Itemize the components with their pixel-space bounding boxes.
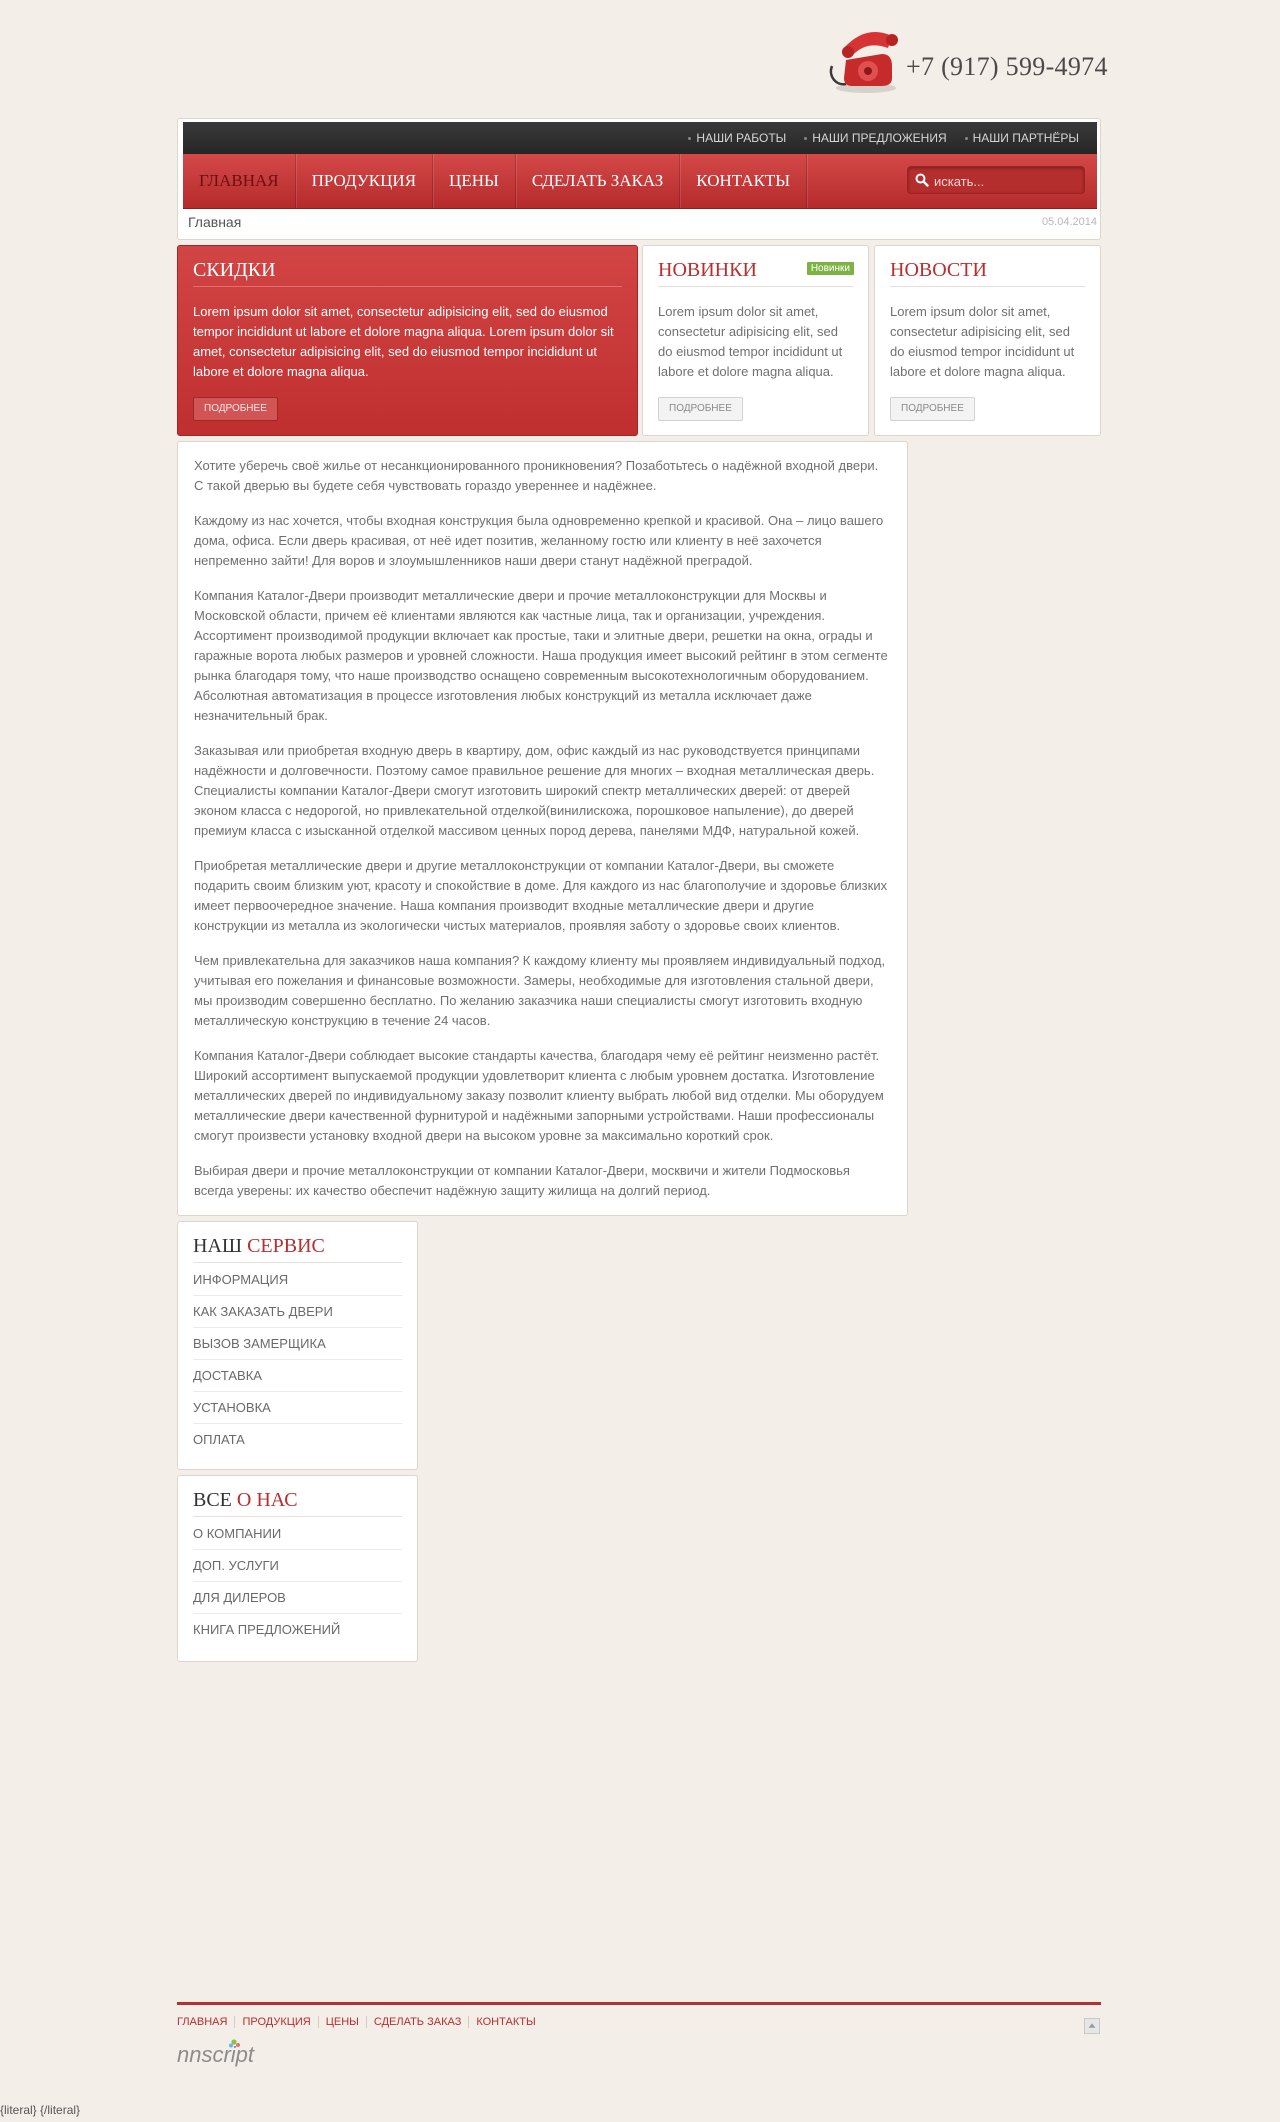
about-menu — [193, 1518, 402, 1645]
block-title — [193, 1489, 298, 1512]
about-item-company[interactable]: О КОМПАНИИ — [193, 1518, 402, 1550]
block-title-plain: ВСЕ — [193, 1489, 232, 1511]
main-article — [177, 441, 908, 1216]
article-paragraph: Выбирая двери и прочие металлоконструкции от компании Каталог-Двери, москвичи и жители Подмосковья всегда уверены: их качество обеспечит надёжную защиту жилища на долгий период. — [194, 1163, 850, 1198]
article-paragraph: Компания Каталог-Двери соблюдает высокие стандарты качества, благодаря чему её рейтинг неизменно растёт. Широкий ассортимент выпускаемой продукции удовлетворит клиента с любым уровнем достатка. Изготовление металлических дверей по индивидуальному заказу позволит клиенту выбрать любой вид отделки. Мы оборудуем металлические двери качественной фурнитурой и надёжными запорными устройствами. Наши профессионалы смогут произвести установку входной двери на высоком уровне за максимально короткий срок. — [194, 1048, 884, 1143]
about-item-services[interactable]: ДОП. УСЛУГИ — [193, 1550, 402, 1582]
news-box — [874, 245, 1101, 436]
block-divider — [193, 1516, 402, 1517]
service-item-measurer[interactable]: ВЫЗОВ ЗАМЕРЩИКА — [193, 1328, 402, 1360]
new-badge: Новинки — [807, 262, 854, 275]
current-date: 05.04.2014 — [1041, 216, 1097, 228]
nav-item-home[interactable]: ГЛАВНАЯ — [183, 154, 296, 208]
box-text: Lorem ipsum dolor sit amet, consectetur adipisicing elit, sed do eiusmod tempor incididunt ut labore et dolore magna aliqua. Lorem ipsum dolor sit amet, consectetur adipisicing elit, sed do eiusmod tempor incididunt ut labore et dolore magna aliqua. — [193, 304, 614, 379]
nav-menu — [183, 154, 807, 208]
search-icon[interactable] — [915, 173, 929, 187]
block-title — [193, 1235, 325, 1258]
nav-item-prices[interactable]: ЦЕНЫ — [433, 154, 516, 208]
box-divider — [658, 286, 853, 287]
phone-number: +7 (917) 599-4974 — [906, 52, 1108, 81]
article-paragraph: Приобретая металлические двери и другие металлоконструкции от компании Каталог-Двери, вы сможете подарить своим близким уют, красоту и спокойствие в доме. Для каждого из нас благополучие и здоровье близких имеет первоочередное значение. Наша компания производит входные металлические двери и другие конструкции из металла из экологически чистых материалов, проявляя заботу о здоровье своих клиентов. — [194, 858, 888, 933]
new-items-more-button[interactable]: ПОДРОБНЕЕ — [658, 397, 743, 421]
search-box — [907, 166, 1085, 194]
footer-link-order[interactable]: СДЕЛАТЬ ЗАКАЗ — [366, 2016, 468, 2028]
box-text: Lorem ipsum dolor sit amet, consectetur adipisicing elit, sed do eiusmod tempor incididunt ut labore et dolore magna aliqua. — [658, 304, 843, 379]
news-more-button[interactable]: ПОДРОБНЕЕ — [890, 397, 975, 421]
search-input[interactable] — [932, 167, 1084, 195]
box-title: НОВИНКИ — [658, 259, 757, 281]
service-menu — [193, 1264, 402, 1455]
service-block — [177, 1221, 418, 1470]
main-nav — [183, 154, 1097, 209]
article-body — [194, 456, 891, 1216]
footer-nav — [177, 2016, 543, 2028]
top-bar — [183, 122, 1097, 154]
block-title-accent: СЕРВИС — [247, 1235, 325, 1257]
about-item-suggestions[interactable]: КНИГА ПРЕДЛОЖЕНИЙ — [193, 1622, 341, 1637]
footer-link-prices[interactable]: ЦЕНЫ — [318, 2016, 366, 2028]
about-block — [177, 1475, 418, 1662]
box-divider — [193, 286, 622, 287]
box-divider — [890, 286, 1085, 287]
service-item-delivery[interactable]: ДОСТАВКА — [193, 1360, 402, 1392]
block-title-plain: НАШ — [193, 1235, 243, 1257]
footer-link-contacts[interactable]: КОНТАКТЫ — [468, 2016, 542, 2028]
article-paragraph: Хотите уберечь своё жилье от несанкционированного проникновения? Позаботьтесь о надёжной входной двери. С такой дверью вы будете себя чувствовать гораздо увереннее и надёжнее. — [194, 458, 879, 493]
block-title-accent: О НАС — [236, 1489, 298, 1511]
nav-item-contacts[interactable]: КОНТАКТЫ — [680, 154, 807, 208]
service-item-info[interactable]: ИНФОРМАЦИЯ — [193, 1264, 402, 1296]
nnscript-logo[interactable] — [177, 2038, 263, 2070]
box-title: НОВОСТИ — [890, 259, 987, 281]
top-link-works[interactable]: НАШИ РАБОТЫ — [690, 131, 786, 145]
nav-item-order[interactable]: СДЕЛАТЬ ЗАКАЗ — [516, 154, 680, 208]
footer-link-home[interactable]: ГЛАВНАЯ — [177, 2016, 228, 2028]
discounts-box — [177, 245, 638, 436]
telephone-icon — [826, 26, 904, 96]
block-divider — [193, 1262, 402, 1263]
footer-divider — [177, 2002, 1101, 2005]
new-items-box — [642, 245, 869, 436]
top-link-partners[interactable]: НАШИ ПАРТНЁРЫ — [967, 131, 1079, 145]
article-paragraph: Каждому из нас хочется, чтобы входная конструкция была одновременно крепкой и красивой. Она – лицо вашего дома, офиса. Если дверь красивая, от неё идет позитив, желанному гостю или клиенту в неё захочется непременно зайти! Для воров и злоумышленников наши двери станут надёжной преградой. — [194, 513, 884, 568]
discounts-more-button[interactable]: ПОДРОБНЕЕ — [193, 397, 278, 421]
nav-item-products[interactable]: ПРОДУКЦИЯ — [296, 154, 433, 208]
breadcrumb[interactable]: Главная — [188, 214, 242, 230]
service-item-how-to-order[interactable]: КАК ЗАКАЗАТЬ ДВЕРИ — [193, 1296, 402, 1328]
article-paragraph: Чем привлекательна для заказчиков наша компания? К каждому клиенту мы проявляем индивидуальный подход, учитывая его пожелания и финансовые возможности. Замеры, необходимые для изготовления стальной двери, мы производим совершенно бесплатно. По желанию заказчика наши специалисты смогут изготовить входную металлическую конструкцию в течение 24 часов. — [194, 953, 886, 1028]
arrow-up-icon[interactable] — [1084, 2018, 1100, 2034]
about-item-dealers[interactable]: ДЛЯ ДИЛЕРОВ — [193, 1582, 402, 1614]
box-text: Lorem ipsum dolor sit amet, consectetur adipisicing elit, sed do eiusmod tempor incididunt ut labore et dolore magna aliqua. — [890, 304, 1075, 379]
article-paragraph: Компания Каталог-Двери производит металлические двери и прочие металлоконструкции для Москвы и Московской области, причем её клиентами являются как частные лица, так и организации, учреждения. Ассортимент производимой продукции включает как простые, таки и элитные двери, решетки на окна, ограды и гаражные ворота любых размеров и уровней сложности. Наша продукция имеет высокий рейтинг в этом сегменте рынка благодаря тому, что наше производство оснащено современным высокотехнологичным оборудованием. Абсолютная автоматизация в процессе изготовления любых конструкций из металла исключает даже незначительный брак. — [194, 588, 888, 723]
footer-link-products[interactable]: ПРОДУКЦИЯ — [234, 2016, 317, 2028]
service-item-installation[interactable]: УСТАНОВКА — [193, 1392, 402, 1424]
box-title: СКИДКИ — [193, 259, 276, 281]
literal-text: {literal} {/literal} — [0, 2103, 81, 2117]
top-links — [690, 122, 1079, 154]
logo-text: nnscript — [177, 2042, 255, 2067]
service-item-payment[interactable]: ОПЛАТА — [193, 1432, 245, 1447]
article-paragraph: Заказывая или приобретая входную дверь в квартиру, дом, офис каждый из нас руководствуется принципами надёжности и долговечности. Поэтому самое правильное решение для многих – входная металлическая дверь. Специалисты компании Каталог-Двери смогут изготовить широкий спектр металлических дверей: от дверей эконом класса с недорогой, но привлекательной отделкой(винилискожа, порошковое напыление), до дверей премиум класса с изысканной отделкой массивом ценных пород дерева, панелями МДФ, натуральной кожей. — [194, 743, 875, 838]
top-link-offers[interactable]: НАШИ ПРЕДЛОЖЕНИЯ — [806, 131, 946, 145]
